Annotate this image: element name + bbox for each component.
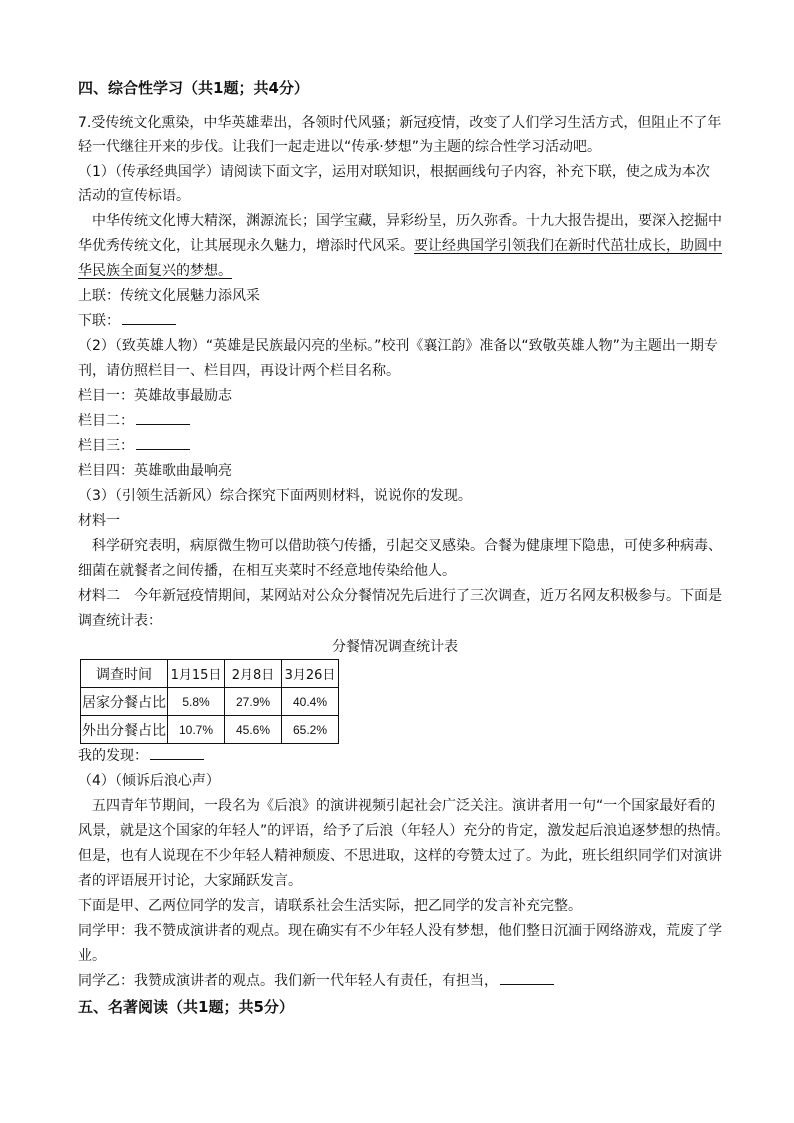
q4-student-jia-line-2: 业。: [78, 948, 106, 964]
q1-lower-label: 下联：: [78, 313, 120, 329]
q1-passage-line-1: 中华传统文化博大精深，渊源流长；国学宝藏，异彩纷呈，历久弥香。十九大报告提出，要深入挖掘中: [92, 213, 722, 229]
table-header-cell: 2月8日: [225, 660, 282, 688]
q2-column-3-blank[interactable]: [136, 437, 190, 450]
q1-underlined-sentence-part-2: 华民族全面复兴的梦想。: [78, 263, 232, 279]
q2-column-3: [78, 437, 190, 455]
q4-prompt: （4）（倾诉后浪心声）: [78, 773, 220, 789]
table-header-cell: 调查时间: [81, 660, 168, 688]
q4-student-jia-line-1: 同学甲：我不赞成演讲者的观点。现在确实有不少年轻人没有梦想，他们整日沉湎于网络游戏，荒废了学: [78, 923, 722, 939]
q3-finding-blank[interactable]: [150, 747, 204, 760]
q1-lower-couplet: [78, 312, 176, 330]
q2-column-2: [78, 412, 190, 430]
q1-passage-line-2: [78, 237, 722, 255]
q4-student-yi: [78, 972, 554, 990]
q2-column-1: 栏目一：英雄故事最励志: [78, 388, 232, 404]
table-cell: 65.2%: [282, 716, 339, 744]
table-header-row: [81, 660, 339, 688]
q2-column-4: 栏目四：英雄歌曲最响亮: [78, 463, 232, 479]
q4-text-line-4: 者的评语展开讨论，大家踊跃发言。: [78, 873, 302, 889]
section4-heading: 四、综合性学习（共1题；共4分）: [78, 79, 309, 97]
q1-lower-answer-blank[interactable]: [122, 312, 176, 325]
q2-prompt-line-2: 刊，请仿照栏目一、栏目四，再设计两个栏目名称。: [78, 363, 400, 379]
q2-prompt-line-1: （2）（致英雄人物）“英雄是民族最闪亮的坐标。”校刊《襄江韵》准备以“致敬英雄人物”为主题出一期专: [78, 338, 718, 354]
q3-material-2-line-1: 材料二 今年新冠疫情期间，某网站对公众分餐情况先后进行了三次调查，近万名网友积极参与。下面是: [78, 588, 722, 604]
survey-table: [80, 659, 339, 744]
table-cell: 10.7%: [168, 716, 225, 744]
q7-intro-line-2: 轻一代继往开来的步伐。让我们一起走进以“传承·梦想”为主题的综合性学习活动吧。: [78, 139, 601, 155]
table-cell: 27.9%: [225, 688, 282, 716]
table-cell: 45.6%: [225, 716, 282, 744]
table-row: [81, 688, 339, 716]
q4-student-yi-blank[interactable]: [500, 972, 554, 985]
q3-finding-label: 我的发现：: [78, 748, 148, 764]
section5-heading: 五、名著阅读（共1题；共5分）: [78, 998, 294, 1016]
q4-student-yi-text: 同学乙：我赞成演讲者的观点。我们新一代年轻人有责任，有担当，: [78, 973, 498, 989]
survey-table-caption: 分餐情况调查统计表: [332, 639, 458, 655]
q1-passage-plain: 华优秀传统文化，让其展现永久魅力，增添时代风采。: [78, 238, 414, 254]
q1-prompt-line-1: （1）（传承经典国学）请阅读下面文字，运用对联知识，根据画线句子内容，补充下联，使之成为本次: [78, 164, 710, 180]
table-cell: 40.4%: [282, 688, 339, 716]
table-cell: 5.8%: [168, 688, 225, 716]
q3-prompt: （3）（引领生活新风）综合探究下面两则材料，说说你的发现。: [78, 488, 472, 504]
q4-text-line-1: 五四青年节期间，一段名为《后浪》的演讲视频引起社会广泛关注。演讲者用一句“一个国家最好看的: [92, 798, 716, 814]
q2-column-2-label: 栏目二：: [78, 413, 134, 429]
q3-material-1-line-2: 细菌在就餐者之间传播，在相互夹菜时不经意地传染给他人。: [78, 563, 456, 579]
q2-column-2-blank[interactable]: [136, 412, 190, 425]
q3-material-1-title: 材料一: [78, 513, 120, 529]
q7-intro-line-1: 7.受传统文化熏染，中华英雄辈出，各领时代风骚；新冠疫情，改变了人们学习生活方式，但阻止不了年: [78, 115, 722, 131]
table-header-cell: 1月15日: [168, 660, 225, 688]
table-row-label: 外出分餐占比: [81, 716, 168, 744]
q4-instruction: 下面是甲、乙两位同学的发言，请联系社会生活实际，把乙同学的发言补充完整。: [78, 898, 582, 914]
table-row: [81, 716, 339, 744]
table-header-cell: 3月26日: [282, 660, 339, 688]
table-row-label: 居家分餐占比: [81, 688, 168, 716]
q2-column-3-label: 栏目三：: [78, 438, 134, 454]
q1-prompt-line-2: 活动的宣传标语。: [78, 188, 190, 204]
q3-material-1-line-1: 科学研究表明，病原微生物可以借助筷勺传播，引起交叉感染。合餐为健康埋下隐患，可使多种病毒、: [92, 538, 722, 554]
q3-finding: [78, 747, 204, 765]
q1-upper-couplet: 上联：传统文化展魅力添风采: [78, 288, 260, 304]
q3-material-2-line-2: 调查统计表：: [78, 613, 162, 629]
q4-text-line-2: 风景，就是这个国家的年轻人”的评语，给予了后浪（年轻人）充分的肯定，激发起后浪追逐梦想的热情。: [78, 823, 730, 839]
q4-text-line-3: 但是，也有人说现在不少年轻人精神颓废、不思进取，这样的夸赞太过了。为此，班长组织同学们对演讲: [78, 848, 722, 864]
q1-underlined-sentence-part-1: 要让经典国学引领我们在新时代茁壮成长，助圆中: [414, 238, 722, 254]
